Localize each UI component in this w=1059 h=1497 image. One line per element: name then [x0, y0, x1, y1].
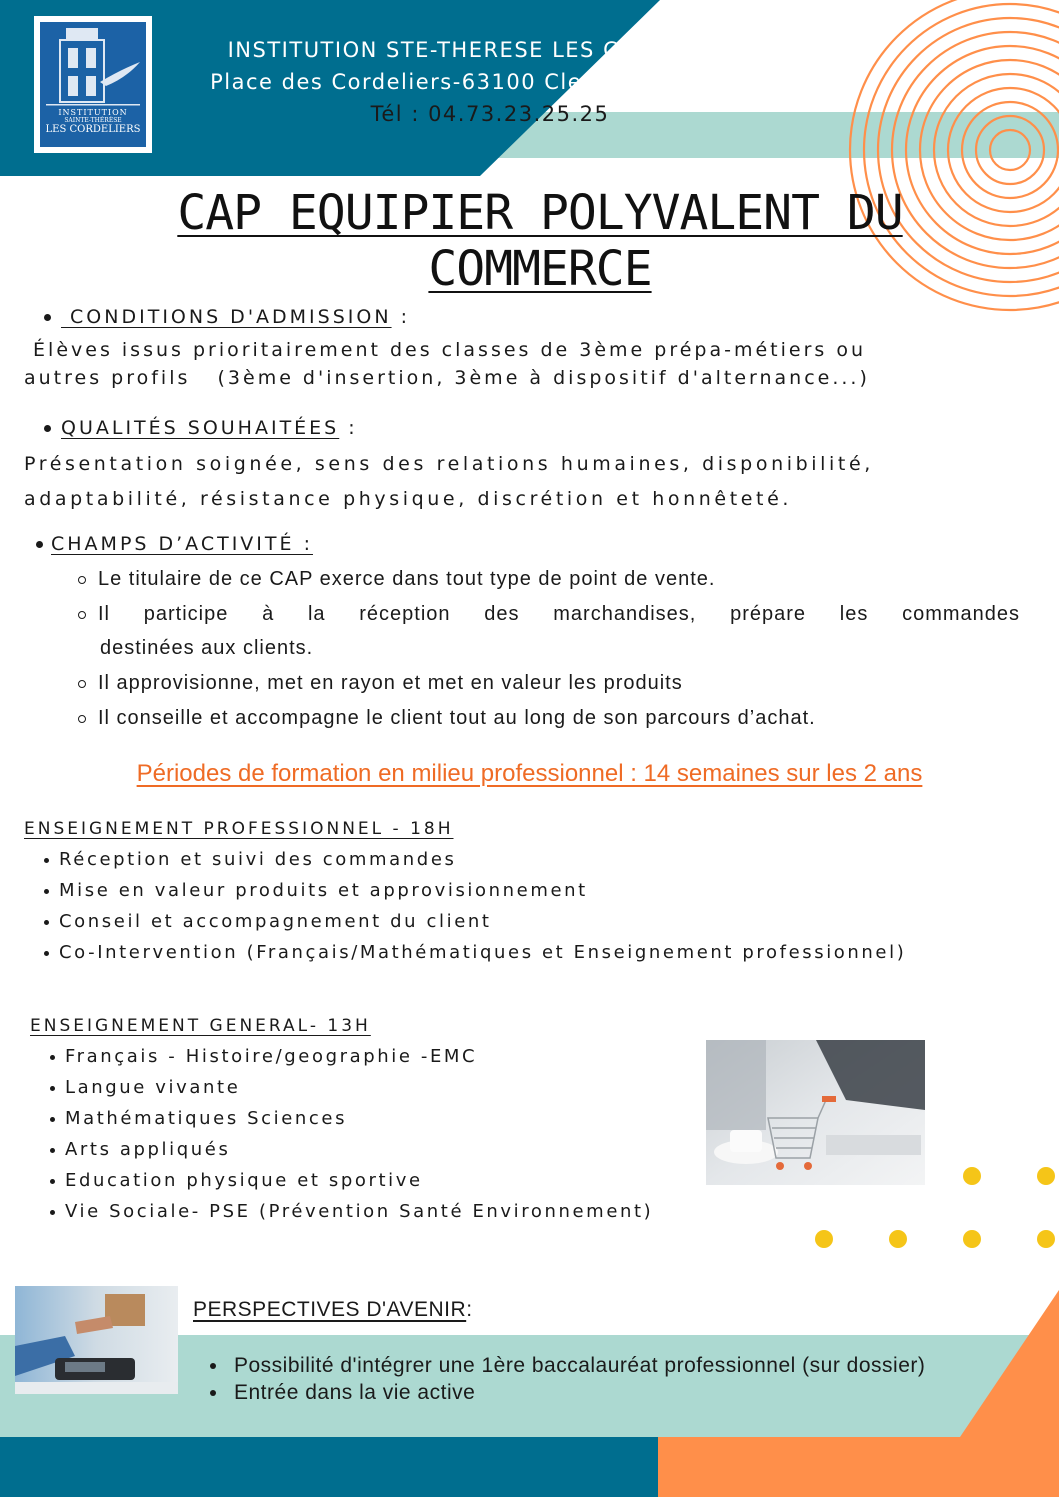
list-item [50, 1134, 653, 1165]
admission-heading-line [44, 303, 410, 332]
activity-item-2 [78, 597, 1020, 631]
list-item-text: Réception et suivi des commandes [59, 849, 457, 870]
list-item [50, 1196, 653, 1227]
decor-dot [963, 1167, 981, 1185]
activity-item-text: Il approvisionne, met en rayon et met en valeur les produits [98, 672, 683, 694]
bullet-icon [50, 1055, 55, 1060]
list-item-text: Conseil et accompagnement du client [59, 911, 492, 932]
bullet-icon [44, 425, 51, 432]
bullet-icon [50, 1117, 55, 1122]
bullet-icon [210, 1363, 216, 1369]
decor-dot [889, 1230, 907, 1248]
perspectives-list [210, 1352, 925, 1406]
list-item [50, 1103, 653, 1134]
bullet-icon [44, 889, 49, 894]
perspectives-heading: PERSPECTIVES D'AVENIR [193, 1298, 467, 1321]
qualities-heading: QUALITÉS SOUHAITÉES [61, 417, 340, 439]
list-item [44, 906, 906, 937]
list-item-text: Arts appliqués [65, 1139, 231, 1160]
list-item-text: Co-Intervention (Français/Mathématiques et Enseignement professionnel) [59, 942, 907, 963]
perspectives-heading-line [193, 1298, 473, 1322]
logo-text-1: INSTITUTION [58, 108, 128, 117]
list-item-text: Langue vivante [65, 1077, 241, 1098]
activity-item-text: Il conseille et accompagne le client tout au long de son parcours d’achat. [98, 707, 816, 729]
decor-dot [1037, 1230, 1055, 1248]
general-heading: ENSEIGNEMENT GENERAL- 13H [30, 1016, 371, 1036]
school-logo [40, 22, 146, 147]
list-item-text: Mathématiques Sciences [65, 1108, 348, 1129]
activity-heading: CHAMPS D’ACTIVITÉ : [51, 533, 313, 555]
list-item-text: Education physique et sportive [65, 1170, 423, 1191]
shopping-cart-photo [706, 1040, 925, 1185]
activity-item-2-cont: destinées aux clients. [100, 637, 314, 659]
professional-list [44, 844, 906, 968]
bullet-icon [36, 541, 43, 548]
page-title [60, 185, 1020, 297]
qualities-text-1: Présentation soignée, sens des relations humaines, disponibilité, [24, 453, 874, 475]
header-address-text: Place des Cordeliers-63100 Clermont-Ferrand - [210, 70, 770, 94]
list-item [50, 1072, 653, 1103]
list-item [210, 1352, 925, 1379]
qualities-heading-line [44, 414, 358, 443]
bullet-icon [50, 1148, 55, 1153]
logo-text-2: SAINTE-THÉRÈSE [64, 117, 122, 124]
activity-item-1 [78, 562, 715, 596]
bullet-icon [44, 858, 49, 863]
bullet-icon [50, 1179, 55, 1184]
list-item [44, 875, 906, 906]
bullet-icon [50, 1086, 55, 1091]
bullet-icon [44, 951, 49, 956]
activity-item-text: Il participe à la réception des marchandises, prépare les commandes [98, 603, 1020, 625]
bullet-icon [44, 920, 49, 925]
list-item-text: Français - Histoire/geographie -EMC [65, 1046, 478, 1067]
list-item-text: Vie Sociale- PSE (Prévention Santé Environnement) [65, 1201, 654, 1222]
admission-text-2: autres profils (3ème d'insertion, 3ème à dispositif d'alternance...) [24, 367, 870, 389]
bullet-icon [50, 1210, 55, 1215]
bullet-icon [210, 1390, 216, 1396]
delivery-photo [15, 1286, 178, 1394]
admission-text-1: Élèves issus prioritairement des classes de 3ème prépa-métiers ou [24, 339, 867, 361]
admission-colon: : [391, 306, 411, 328]
header-institution: INSTITUTION STE-THERESE LES CORDELIERS [227, 38, 753, 62]
training-periods-text: Périodes de formation en milieu professionnel : 14 semaines sur les 2 ans [136, 760, 923, 787]
list-item [210, 1379, 925, 1406]
logo-text-3: LES CORDELIERS [45, 124, 141, 135]
decor-dot [815, 1230, 833, 1248]
decor-dot [963, 1230, 981, 1248]
list-item-text: Mise en valeur produits et approvisionnement [59, 880, 588, 901]
activity-heading-line [36, 530, 313, 559]
training-periods [0, 760, 1059, 788]
circle-bullet-icon [78, 576, 86, 584]
admission-heading: CONDITIONS D'ADMISSION [61, 306, 392, 328]
decor-dot [1037, 1167, 1055, 1185]
qualities-colon: : [339, 417, 358, 439]
perspectives-colon: : [466, 1298, 473, 1321]
list-item [50, 1041, 653, 1072]
circle-bullet-icon [78, 680, 86, 688]
activity-item-4 [78, 701, 816, 735]
circle-bullet-icon [78, 611, 86, 619]
general-list [50, 1041, 653, 1227]
activity-item-text: Le titulaire de ce CAP exerce dans tout type de point de vente. [98, 568, 716, 590]
header-address [160, 70, 820, 94]
page-title-text: CAP EQUIPIER POLYVALENT DU COMMERCE [177, 185, 903, 297]
circle-bullet-icon [78, 715, 86, 723]
professional-heading: ENSEIGNEMENT PROFESSIONNEL - 18H [24, 819, 454, 839]
qualities-text-2: adaptabilité, résistance physique, discrétion et honnêteté. [24, 488, 793, 510]
activity-item-3 [78, 666, 683, 700]
list-item-text: Possibilité d'intégrer une 1ère baccalauréat professionnel (sur dossier) [234, 1354, 926, 1377]
list-item [50, 1165, 653, 1196]
list-item-text: Entrée dans la vie active [234, 1381, 476, 1404]
list-item [44, 844, 906, 875]
bullet-icon [44, 314, 51, 321]
list-item [44, 937, 906, 968]
header-phone: Tél : 04.73.23.25.25 [370, 102, 610, 126]
